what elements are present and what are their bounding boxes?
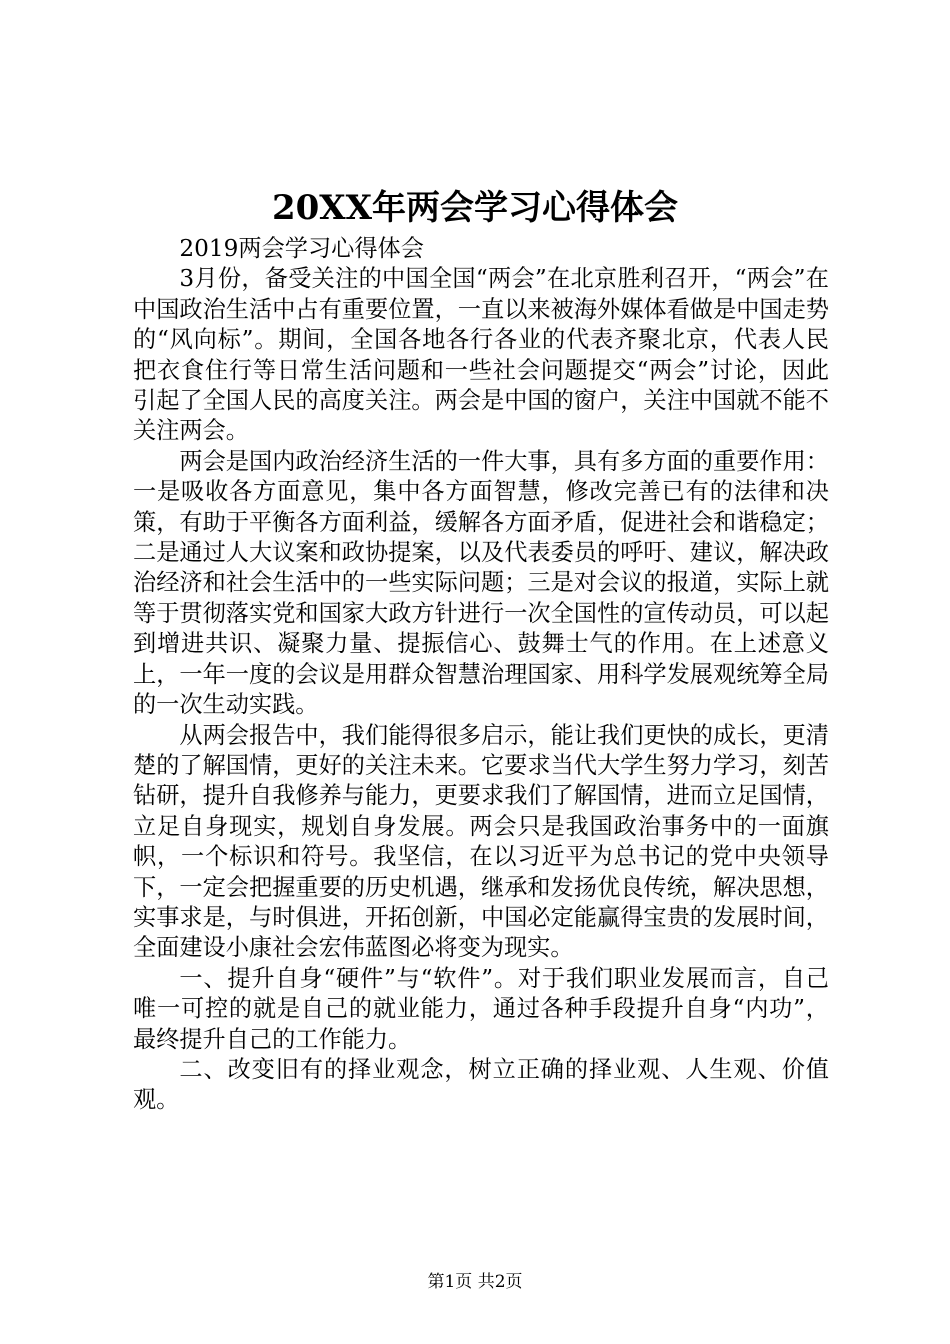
document-body bbox=[133, 234, 829, 1116]
page-number-footer: 第1页 共2页 bbox=[427, 1272, 523, 1292]
paragraph-3: 从两会报告中，我们能得很多启示，能让我们更快的成长，更清楚的了解国情，更好的关注未来。它要求当代大学生努力学习，刻苦钻研，提升自我修养与能力，更要求我们了解国情，进而立足国情，立足自身现实，规划自身发展。两会只是我国政治事务中的一面旗帜，一个标识和符号。我坚信，在以习近平为总书记的党中央领导下，一定会把握重要的历史机遇，继承和发扬优良传统，解决思想，实事求是，与时俱进，开拓创新，中国必定能赢得宝贵的发展时间，全面建设小康社会宏伟蓝图必将变为现实。 bbox=[133, 721, 829, 962]
page-title: 20XX年两会学习心得体会 bbox=[271, 188, 679, 228]
paragraph-5: 二、改变旧有的择业观念，树立正确的择业观、人生观、价值观。 bbox=[133, 1055, 829, 1114]
paragraph-2: 两会是国内政治经济生活的一件大事，具有多方面的重要作用：一是吸收各方面意见，集中各方面智慧，修改完善已有的法律和决策，有助于平衡各方面利益，缓解各方面矛盾，促进社会和谐稳定；二是通过人大议案和政协提案，以及代表委员的呼吁、建议，解决政治经济和社会生活中的一些实际问题；三是对会议的报道，实际上就等于贯彻落实党和国家大政方针进行一次全国性的宣传动员，可以起到增进共识、凝聚力量、提振信心、鼓舞士气的作用。在上述意义上，一年一度的会议是用群众智慧治理国家、用科学发展观统筹全局的一次生动实践。 bbox=[133, 447, 829, 719]
paragraph-4: 一、提升自身“硬件”与“软件”。对于我们职业发展而言，自己唯一可控的就是自己的就业能力，通过各种手段提升自身“内功”，最终提升自己的工作能力。 bbox=[133, 964, 829, 1053]
document-subtitle: 2019两会学习心得体会 bbox=[179, 235, 424, 262]
paragraph-1: 3月份，备受关注的中国全国“两会”在北京胜利召开，“两会”在中国政治生活中占有重要位置，一直以来被海外媒体看做是中国走势的“风向标”。期间，全国各地各行各业的代表齐聚北京，代表人民把衣食住行等日常生活问题和一些社会问题提交“两会”讨论，因此引起了全国人民的高度关注。两会是中国的窗户，关注中国就不能不关注两会。 bbox=[133, 265, 829, 445]
